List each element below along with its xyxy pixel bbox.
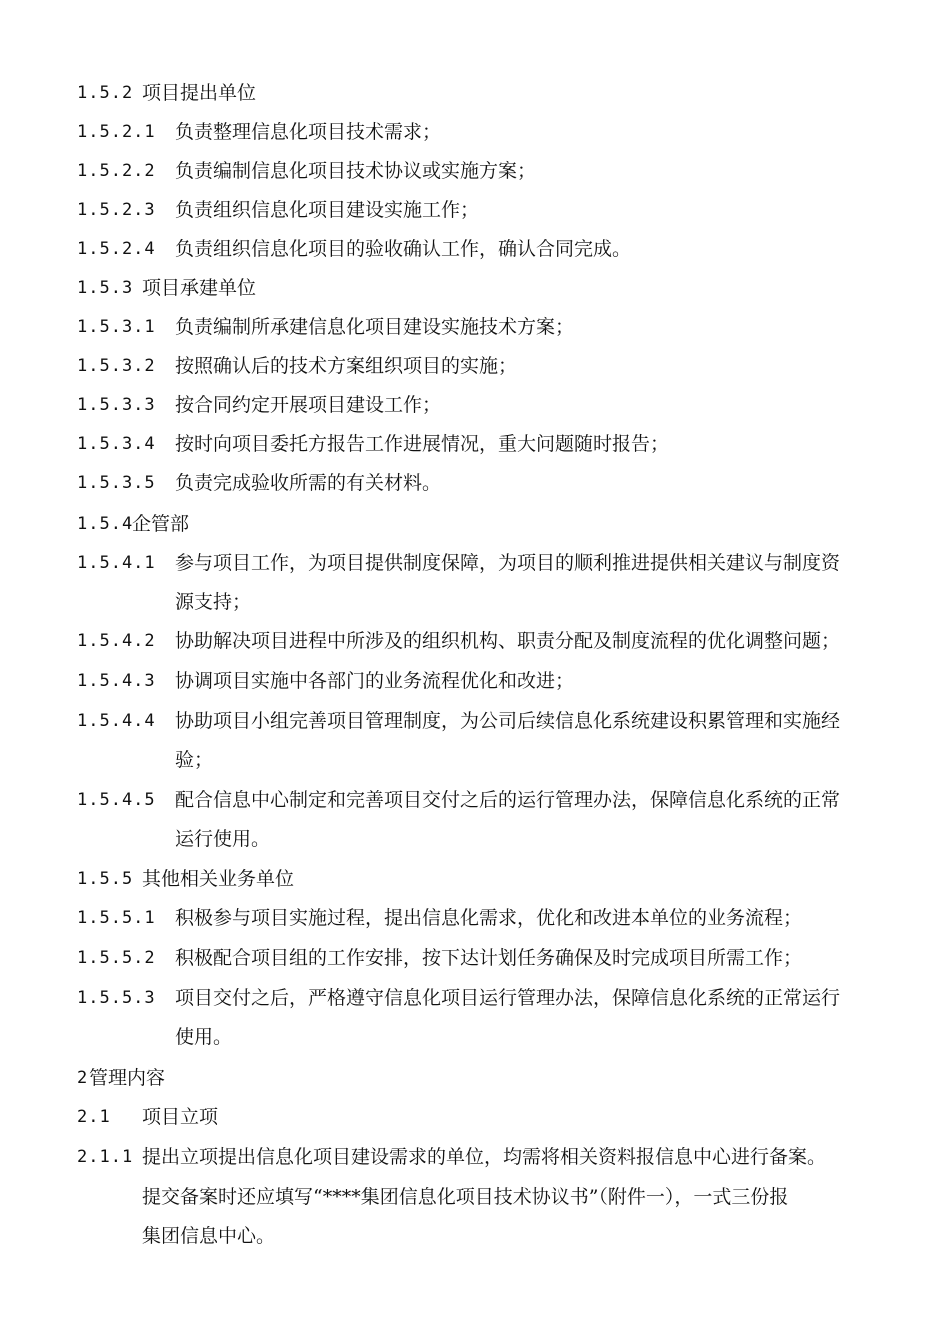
section-title: 企管部 — [132, 513, 190, 535]
list-item-continuation — [0, 589, 950, 625]
item-number: 1.5.3.2 — [77, 356, 156, 376]
list-item-continuation — [0, 1223, 950, 1259]
section-heading — [0, 1104, 950, 1140]
item-text: 协助解决项目进程中所涉及的组织机构、职责分配及制度流程的优化调整问题； — [175, 630, 841, 652]
item-text: 参与项目工作，为项目提供制度保障，为项目的顺利推进提供相关建议与制度资 — [175, 552, 841, 574]
section-heading — [0, 275, 950, 311]
list-item — [0, 158, 950, 194]
item-text: 负责组织信息化项目的验收确认工作，确认合同完成。 — [175, 238, 632, 260]
list-item — [0, 985, 950, 1021]
item-number: 1.5.3.1 — [77, 317, 156, 337]
list-item — [0, 470, 950, 506]
list-item — [0, 431, 950, 467]
list-item — [0, 119, 950, 155]
list-item — [0, 550, 950, 586]
item-number: 1.5.3.4 — [77, 434, 156, 454]
item-number: 1.5.3.5 — [77, 473, 156, 493]
item-text: 源支持； — [175, 591, 252, 613]
item-number: 1.5.5.2 — [77, 948, 156, 968]
section-number: 1.5.5 — [77, 869, 134, 889]
list-item — [0, 314, 950, 350]
list-item — [0, 945, 950, 981]
item-text: 按时向项目委托方报告工作进展情况，重大问题随时报告； — [175, 433, 670, 455]
section-number: 1.5.3 — [77, 278, 134, 298]
item-text: 负责完成验收所需的有关材料。 — [175, 472, 442, 494]
item-number: 1.5.5.3 — [77, 988, 156, 1008]
section-heading — [0, 511, 950, 547]
item-number: 1.5.5.1 — [77, 908, 156, 928]
item-text: 协助项目小组完善项目管理制度，为公司后续信息化系统建设积累管理和实施经 — [175, 710, 841, 732]
list-item — [0, 905, 950, 941]
item-number: 1.5.2.3 — [77, 200, 156, 220]
section-heading — [0, 866, 950, 902]
item-number: 2.1.1 — [77, 1147, 134, 1167]
section-title: 项目承建单位 — [142, 277, 257, 299]
section-number: 2.1 — [77, 1107, 111, 1127]
section-heading — [0, 80, 950, 116]
item-number: 1.5.2.4 — [77, 239, 156, 259]
list-item-continuation — [0, 1184, 950, 1220]
list-item-continuation — [0, 826, 950, 862]
item-text: 积极配合项目组的工作安排，按下达计划任务确保及时完成项目所需工作； — [175, 947, 803, 969]
item-text: 配合信息中心制定和完善项目交付之后的运行管理办法，保障信息化系统的正常 — [175, 789, 841, 811]
item-number: 1.5.2.2 — [77, 161, 156, 181]
section-title: 项目立项 — [142, 1106, 219, 1128]
item-text: 项目交付之后，严格遵守信息化项目运行管理办法，保障信息化系统的正常运行 — [175, 987, 841, 1009]
section-title: 项目提出单位 — [142, 82, 257, 104]
item-text: 验； — [175, 749, 214, 771]
item-number: 1.5.4.5 — [77, 790, 156, 810]
list-item — [0, 668, 950, 704]
chapter-title: 管理内容 — [89, 1067, 166, 1089]
list-item — [0, 628, 950, 664]
item-text: 使用。 — [175, 1026, 233, 1048]
item-number: 1.5.4.3 — [77, 671, 156, 691]
item-number: 1.5.2.1 — [77, 122, 156, 142]
list-item — [0, 236, 950, 272]
item-text: 提交备案时还应填写“****集团信息化项目技术协议书”（附件一），一式三份报 — [142, 1186, 789, 1208]
item-text: 负责整理信息化项目技术需求； — [175, 121, 442, 143]
list-item — [0, 392, 950, 428]
list-item — [0, 1144, 950, 1180]
item-number: 1.5.4.2 — [77, 631, 156, 651]
chapter-heading — [0, 1065, 950, 1101]
list-item — [0, 787, 950, 823]
item-number: 1.5.3.3 — [77, 395, 156, 415]
section-number: 1.5.4 — [77, 514, 134, 534]
item-text: 集团信息中心。 — [142, 1225, 276, 1247]
list-item-continuation — [0, 747, 950, 783]
section-number: 1.5.2 — [77, 83, 134, 103]
list-item-continuation — [0, 1024, 950, 1060]
chapter-number: 2 — [77, 1068, 89, 1088]
section-title: 其他相关业务单位 — [142, 868, 295, 890]
item-number: 1.5.4.4 — [77, 711, 156, 731]
list-item — [0, 353, 950, 389]
item-text: 按合同约定开展项目建设工作； — [175, 394, 442, 416]
item-text: 负责编制信息化项目技术协议或实施方案； — [175, 160, 537, 182]
item-text: 积极参与项目实施过程，提出信息化需求，优化和改进本单位的业务流程； — [175, 907, 803, 929]
list-item — [0, 708, 950, 744]
item-text: 负责编制所承建信息化项目建设实施技术方案； — [175, 316, 575, 338]
item-text: 负责组织信息化项目建设实施工作； — [175, 199, 480, 221]
item-number: 1.5.4.1 — [77, 553, 156, 573]
item-text: 提出立项提出信息化项目建设需求的单位，均需将相关资料报信息中心进行备案。 — [142, 1146, 827, 1168]
item-text: 运行使用。 — [175, 828, 271, 850]
item-text: 按照确认后的技术方案组织项目的实施； — [175, 355, 518, 377]
list-item — [0, 197, 950, 233]
item-text: 协调项目实施中各部门的业务流程优化和改进； — [175, 670, 575, 692]
